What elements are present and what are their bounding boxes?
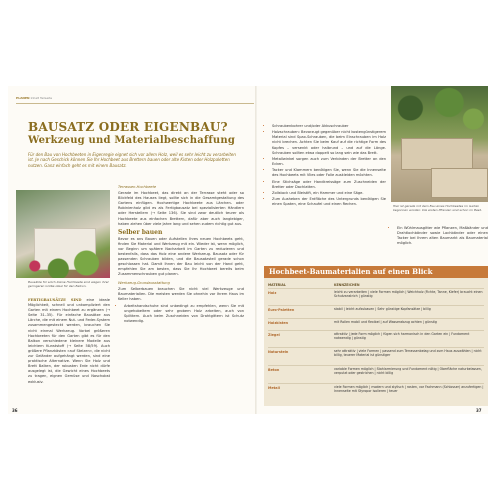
list-item: • Zollstock und Bleistift, ein Hammer und eine Säge. bbox=[272, 191, 386, 196]
list-item: • Zum Ausheben der Erdfläche des Untergrunds benötigen Sie einen Spaten, eine Schaufel und einen Rechen. bbox=[272, 197, 386, 207]
table-row bbox=[268, 347, 484, 359]
features-cell: sehr attraktiv | viele Formen | passend zum Terrassenbelag und zum Haus auswählen | nicht billig, teuerer Material ist günstiger bbox=[334, 349, 482, 358]
table-title: Hochbeet-Baumaterialien auf einen Blick bbox=[269, 267, 433, 276]
list-item: • Arbeitshandschuhe sind unbedingt zu empfehlen, wenn Sie mit ungehobeltem oder sehr grobem Holz arbeiten, auch von Splittern. Auch beim Zuschneiden von Drahtgittern ist Schutz notwendig. bbox=[124, 304, 244, 324]
book-spread bbox=[8, 86, 488, 414]
tool-list-left bbox=[118, 304, 244, 324]
features-cell: mit Rollen mobil und flexibel | auf Wasserabzug achten | günstig bbox=[334, 320, 437, 324]
wooden-bed-shape bbox=[401, 138, 473, 170]
material-cell: Ziegel bbox=[268, 333, 280, 337]
section-tag bbox=[16, 96, 54, 102]
intro-text: Für den Bau von Hochbeeten in Eigenregie eignet sich vor allem Holz, weil es sehr leicht zu verarbeiten ist. Je nach Geschick können Sie Ihr Hochbeet aus Brettern bauen oder alte Kisten oder Holzpaletten nutzen. Ganz einfach geht es mit einem Bausatz. bbox=[28, 152, 236, 168]
selber-bauen-heading: Selber bauen bbox=[118, 228, 163, 236]
col1-paragraph bbox=[28, 298, 110, 385]
table-row bbox=[268, 305, 484, 317]
title-line-2: Werkzeug und Materialbeschaffung bbox=[28, 135, 236, 146]
list-item: • Holzschrauben: Bevorzugt gegenüber nicht kostengünstigerem Material sind Spax-Schrauben, die beim Einschrauben im Holz nicht brechen. Achten Sie beim Kauf auf die richtige Form des Kopfes – versenkt oder halbrund – und auf die Länge. Schrauben sollten etwa doppelt so lang sein wie das Brett. bbox=[272, 130, 386, 155]
material-cell: Metall bbox=[268, 386, 280, 390]
tool-list-right bbox=[266, 124, 386, 208]
col1-heading: FERTIGBAUSÄTZE SIND bbox=[28, 298, 82, 302]
werkzeug-heading: Werkzeug-Grundausstattung bbox=[118, 280, 170, 285]
materials-table bbox=[264, 266, 488, 406]
balcony-raised-bed-photo bbox=[16, 190, 110, 278]
selber-bauen-text: Bevor es ans Bauen oder Aufstellen Ihres neuen Hochbeets geht, finden Sie Material und Werkzeug mit ein. Wieder ist, wenn möglich, vor Beginn um spätere Nacharbeit im Garten zu reduzieren und bestenfalls, dass das Holz eine andere Werkzeug. Bausatz oder für passenden Schrauben bilden, und die Bausatzsteil gerade schon geschlossen hat. Damit Ihnen der Bau leicht von der Hand geht, empfehlen Sie am besten, dass Sie Ihr Hochbeet bereits beim Zusammenschrauben gut planen. bbox=[118, 236, 244, 277]
right-column-list bbox=[266, 124, 386, 209]
left-photo-caption: Bausätze für solch kleine Hochbeete sind wegen ihrer geringeren Größe ideal für den Balkon. bbox=[28, 280, 109, 288]
column-header-features: KENNZEICHEN bbox=[334, 283, 360, 287]
page-title bbox=[28, 120, 238, 148]
table-row bbox=[268, 318, 484, 330]
table-row bbox=[268, 383, 484, 395]
list-item: • Schraubenbohrer und/oder Akkuschrauber bbox=[272, 124, 386, 129]
table-row bbox=[268, 365, 484, 377]
column-header-material: MATERIAL bbox=[268, 283, 286, 287]
material-cell: Beton bbox=[268, 368, 280, 372]
right-column-extra bbox=[391, 226, 488, 248]
page-gutter bbox=[255, 86, 257, 414]
table-row bbox=[268, 330, 484, 342]
list-item: • Metallwinkel sorgen auch zum Verbinden der Bretter an den Ecken. bbox=[272, 157, 386, 167]
features-cell: stabil | leicht aufzubauen | Sehr günstige Kopfansätze | billig bbox=[334, 307, 431, 311]
werkzeug-text: Zum Selberbauen brauchen Sie nicht viel Werkzeuge und Baumaterialien. Die meisten werden Sie ohnehin vor Ihrem Haus im Keller haben. bbox=[118, 286, 244, 301]
col1-text: eine ideale Möglichkeit, schnell und unkompliziert den Garten mit einem Hochbeet zu ergänzen (→ Seite 31–35). Für einfache Bausätze aus Lärche, die mit einem Nut- und Feder-System zusammengesteckt werden, brauchen Sie nicht einmal Werkzeug. Vorbei größeren Hochbeeten für den Garten gibt es für den Balkon verschiedene kleinere Modelle aus leichtem Kunststoff (→ Seite 58/59). Auch größere Pflanzkästen »auf Stelzen«, die nicht zur Geländer aufgehängt werden, sind eine praktische Alternative. Wenn Sie Holz und Brett Balken, der robusten Erde nicht dürfe ausgelegt ist, die Gewicht eines Hochbeets zu tragen, eignen Gemüse und Naschobst exklusiv. bbox=[28, 298, 110, 384]
material-cell: Euro-Paletten bbox=[268, 308, 295, 312]
features-cell: leicht zu verarbeiten | viele Formen möglich | Weichholz (Fichte, Tanne, Kiefer) braucht einen Schutzanstrich | günstig bbox=[334, 290, 483, 299]
page-number-left: 36 bbox=[12, 408, 18, 413]
material-cell: Holz bbox=[268, 291, 277, 295]
table-row bbox=[268, 288, 484, 300]
foliage-shape bbox=[391, 86, 488, 141]
left-column-1 bbox=[28, 298, 110, 387]
list-item: • Ein Wühlmausgitter wie Pflanzen, Maßbänder und Drahtlochbänder sowie Lochbänder oder einen Tacker bei Ihrem alten Baumarkt als Baumaterial möglich. bbox=[397, 226, 488, 246]
header-rule bbox=[16, 103, 254, 104]
list-item: • Tacker und Klammern benötigen Sie, wenn Sie die Innenseite des Hochbeets mit Vlies oder Folie auskleiden möchten. bbox=[272, 168, 386, 178]
material-cell: Naturstein bbox=[268, 350, 289, 354]
features-cell: attraktiv | jede Form möglich | fügen sich harmonisch in den Garten ein | Fundament notwendig | günstig bbox=[334, 332, 470, 341]
tool-list-right-2 bbox=[391, 226, 488, 246]
material-cell: Holzkisten bbox=[268, 321, 289, 325]
page-number-right: 37 bbox=[476, 408, 482, 413]
wooden-bed-shape-2 bbox=[431, 168, 488, 198]
list-item: • Eine Stichsäge oder Handkreissäge zum Zuschneiden der Bretter oder Dachlatten. bbox=[272, 180, 386, 190]
terrassen-heading: Terrassen-Hochbeete bbox=[118, 185, 157, 189]
features-cell: viele Formen möglich | modern und stylisch | rosten, vor Fachmann (Schlosser) anzufertigen | Innenseite mit Styropor isolieren | teuer bbox=[334, 385, 484, 394]
garden-raised-bed-photo bbox=[391, 86, 488, 202]
left-column-2 bbox=[118, 182, 244, 325]
right-photo-caption: Hier ist gerade mit dem Bau eines Hochbeetes im Garten begonnen worden: Die ersten Pflanzen sind schon im Beet. bbox=[393, 204, 482, 212]
features-cell: variable Formen möglich | Stahlarmierung und Fundament nötig | Oberfläche naturbelassen, verputzt oder gestrichen | nicht billig bbox=[334, 367, 482, 376]
title-line-1: BAUSATZ ODER EIGENBAU? bbox=[28, 120, 228, 134]
section-tag-sub: Inhalt Teilseite bbox=[30, 96, 53, 100]
section-tag-label: PLANEN bbox=[16, 96, 30, 100]
terrassen-text: Gerade im Hochbeet, das direkt an der Terrasse steht oder so Blickfeld des Hauses liegt, sollte sich in die Gesamtgestaltung des Gartens einfügen. Hochwertige Hochbeete aus Lärchen- oder Robinienholz gibt es als Fertigbausatz bei spezialisierten Händlern oder Herstellern (→ Seite 136). Sie sind zwar deutlich teurer als Hochbeete aus einfachen Brettern, dafür aber auch langlebiger, haben ziehen über viele Jahre lang und sehen zudem richtig gut aus. bbox=[118, 191, 244, 226]
plants-shape bbox=[16, 248, 110, 278]
